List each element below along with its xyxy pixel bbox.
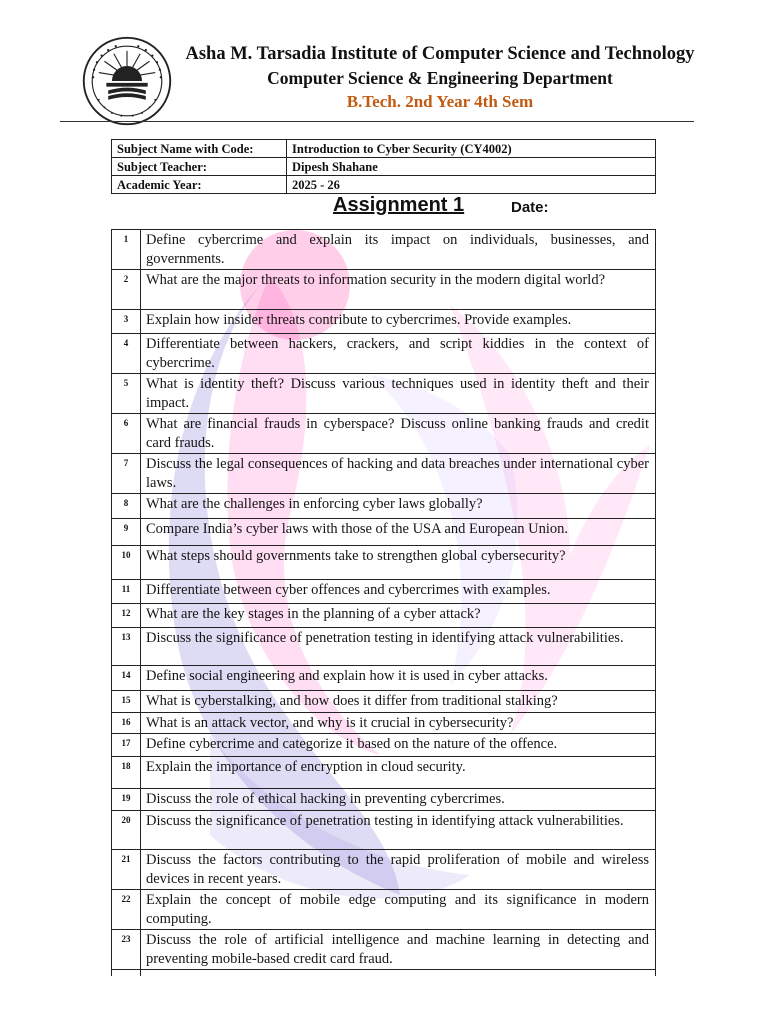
question-row: [112, 414, 656, 454]
question-number: 22: [112, 890, 141, 930]
question-text: What are the major threats to information security in the modern digital world?: [141, 270, 656, 310]
question-row: [112, 310, 656, 334]
question-text: What is cyberstalking, and how does it differ from traditional stalking?: [141, 691, 656, 713]
question-number: 13: [112, 628, 141, 666]
question-text: Explain the concept of mobile edge computing and its significance in modern computing.: [141, 890, 656, 930]
header-divider: [60, 121, 694, 122]
question-text: Explain how insider threats contribute to cybercrimes. Provide examples.: [141, 310, 656, 334]
question-text: Define cybercrime and explain its impact on individuals, businesses, and governments.: [141, 230, 656, 270]
question-row: [112, 811, 656, 850]
institute-logo: [80, 34, 174, 128]
date-label: Date:: [511, 199, 549, 216]
question-row: [112, 691, 656, 713]
institute-name: Asha M. Tarsadia Institute of Computer Science and Technology: [185, 44, 695, 64]
question-number: 18: [112, 757, 141, 789]
question-text: What is identity theft? Discuss various techniques used in identity theft and their impact.: [141, 374, 656, 414]
questions-table: [111, 229, 656, 976]
question-text: Define social engineering and explain how it is used in cyber attacks.: [141, 666, 656, 691]
question-text: Compare India’s cyber laws with those of the USA and European Union.: [141, 519, 656, 546]
question-text: What are the challenges in enforcing cyber laws globally?: [141, 494, 656, 519]
question-text: What are financial frauds in cyberspace? Discuss online banking frauds and credit card frauds.: [141, 414, 656, 454]
question-row: [112, 713, 656, 734]
question-number: 5: [112, 374, 141, 414]
question-number: 4: [112, 334, 141, 374]
question-text: What are the key stages in the planning of a cyber attack?: [141, 604, 656, 628]
question-number: 23: [112, 930, 141, 970]
info-label: Subject Name with Code:: [112, 140, 287, 158]
question-number: 21: [112, 850, 141, 890]
question-row: [112, 930, 656, 970]
semester-label: B.Tech. 2nd Year 4th Sem: [346, 92, 534, 111]
info-value: 2025 - 26: [287, 176, 656, 194]
question-number: 16: [112, 713, 141, 734]
question-row: [112, 734, 656, 757]
info-value: Dipesh Shahane: [287, 158, 656, 176]
question-text: Discuss the legal consequences of hacking and data breaches under international cyber laws.: [141, 454, 656, 494]
question-number: 19: [112, 789, 141, 811]
question-row: [112, 374, 656, 414]
question-number: 7: [112, 454, 141, 494]
table-cell-empty: [112, 970, 141, 976]
question-row: [112, 890, 656, 930]
question-text: Differentiate between hackers, crackers, and script kiddies in the context of cybercrime.: [141, 334, 656, 374]
question-number: 20: [112, 811, 141, 850]
question-row: [112, 628, 656, 666]
info-row: [112, 140, 656, 158]
question-row: [112, 334, 656, 374]
question-number: 10: [112, 546, 141, 580]
question-number: 17: [112, 734, 141, 757]
info-label: Subject Teacher:: [112, 158, 287, 176]
question-text: What steps should governments take to strengthen global cybersecurity?: [141, 546, 656, 580]
question-number: 11: [112, 580, 141, 604]
question-row: [112, 604, 656, 628]
question-number: 12: [112, 604, 141, 628]
question-text: Explain the importance of encryption in cloud security.: [141, 757, 656, 789]
question-text: Discuss the role of ethical hacking in preventing cybercrimes.: [141, 789, 656, 811]
question-row: [112, 270, 656, 310]
question-text: Discuss the factors contributing to the rapid proliferation of mobile and wireless devices in recent years.: [141, 850, 656, 890]
question-number: 3: [112, 310, 141, 334]
question-text: Discuss the role of artificial intelligence and machine learning in detecting and preventing mobile-based credit card fraud.: [141, 930, 656, 970]
info-row: [112, 176, 656, 194]
question-number: 6: [112, 414, 141, 454]
question-row: [112, 230, 656, 270]
table-cell-empty: [141, 970, 656, 976]
question-row: [112, 494, 656, 519]
question-row: [112, 789, 656, 811]
info-row: [112, 158, 656, 176]
question-row: [112, 666, 656, 691]
question-row: [112, 580, 656, 604]
question-number: 1: [112, 230, 141, 270]
subject-info-table: [111, 139, 656, 194]
question-row: [112, 850, 656, 890]
department-name: Computer Science & Engineering Department: [267, 68, 613, 88]
question-number: 15: [112, 691, 141, 713]
document-header: [185, 40, 695, 114]
table-continuation: [112, 970, 656, 976]
info-value: Introduction to Cyber Security (CY4002): [287, 140, 656, 158]
question-text: Differentiate between cyber offences and cybercrimes with examples.: [141, 580, 656, 604]
question-row: [112, 546, 656, 580]
info-label: Academic Year:: [112, 176, 287, 194]
question-row: [112, 757, 656, 789]
question-text: What is an attack vector, and why is it crucial in cybersecurity?: [141, 713, 656, 734]
question-number: 14: [112, 666, 141, 691]
question-text: Define cybercrime and categorize it based on the nature of the offence.: [141, 734, 656, 757]
assignment-title: Assignment 1: [333, 194, 465, 216]
question-row: [112, 519, 656, 546]
question-row: [112, 454, 656, 494]
question-number: 2: [112, 270, 141, 310]
question-text: Discuss the significance of penetration testing in identifying attack vulnerabilities.: [141, 628, 656, 666]
question-number: 9: [112, 519, 141, 546]
question-number: 8: [112, 494, 141, 519]
question-text: Discuss the significance of penetration testing in identifying attack vulnerabilities.: [141, 811, 656, 850]
